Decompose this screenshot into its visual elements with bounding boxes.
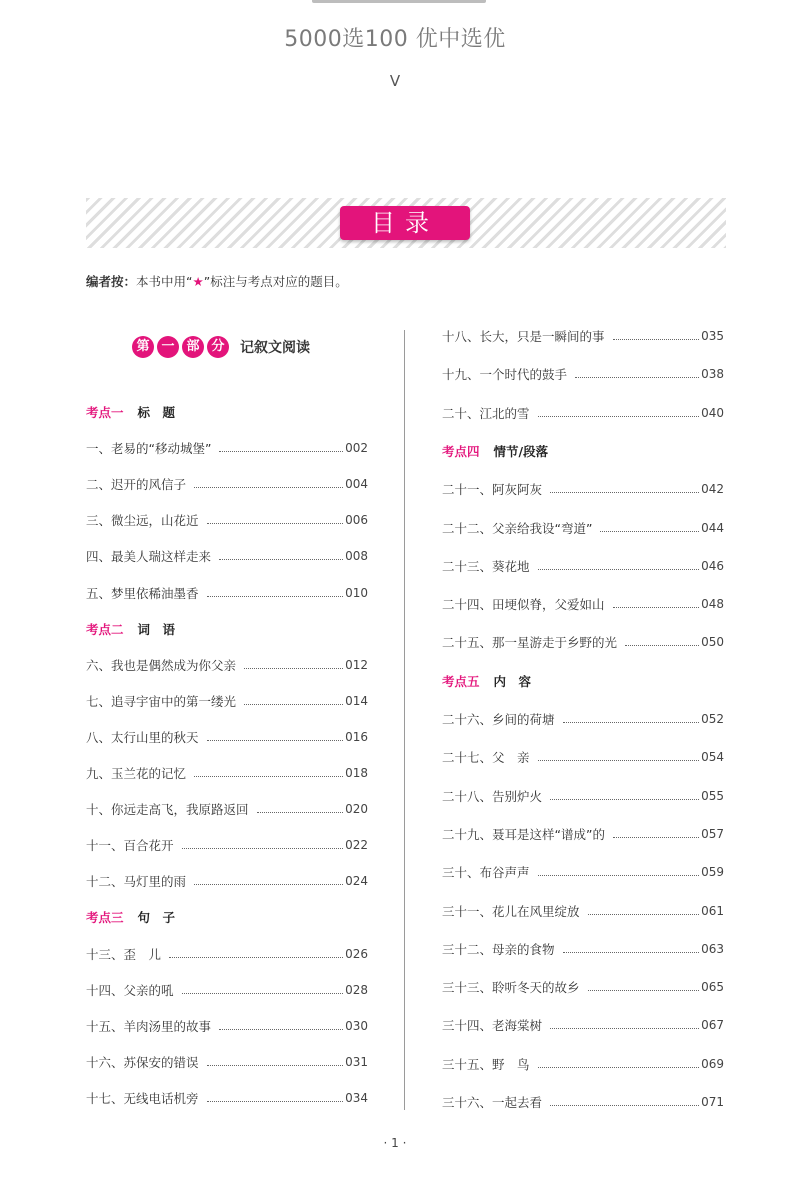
section-name: 句 子 <box>137 910 176 926</box>
toc-entry-page: 026 <box>345 946 368 961</box>
toc-entry[interactable] <box>442 595 724 613</box>
toc-entry-page: 042 <box>701 482 724 497</box>
toc-entry-page: 034 <box>345 1090 368 1105</box>
toc-entry-title: 十六、苏保安的错误 <box>86 1054 199 1070</box>
toc-entry[interactable] <box>442 1016 724 1034</box>
toc-entry-page: 012 <box>345 657 368 672</box>
dot-leader <box>613 338 700 340</box>
section-name: 内 容 <box>493 673 532 689</box>
section-name: 情节/段落 <box>493 443 549 459</box>
dot-leader <box>244 703 343 705</box>
toc-entry-title: 二十五、那一星游走于乡野的光 <box>442 635 618 651</box>
toc-entry-page: 030 <box>345 1018 368 1033</box>
toc-entry-title: 三十一、花儿在风里绽放 <box>442 903 580 919</box>
toc-entry[interactable] <box>442 710 724 728</box>
toc-entry-page: 044 <box>701 520 724 535</box>
toc-entry[interactable] <box>442 978 724 996</box>
toc-entry-title: 二十四、田埂似脊，父爱如山 <box>442 597 605 613</box>
dot-leader <box>219 450 343 452</box>
section-key: 考点四 <box>442 443 480 459</box>
toc-entry-page: 035 <box>701 329 724 343</box>
toc-entry[interactable] <box>442 825 724 843</box>
toc-entry-page: 024 <box>345 874 368 889</box>
toc-entry[interactable] <box>86 728 368 746</box>
toc-entry[interactable] <box>86 692 368 710</box>
part-title: 记叙文阅读 <box>240 340 310 356</box>
dot-leader <box>613 606 700 608</box>
toc-section-heading <box>442 442 548 460</box>
toc-entry-page: 059 <box>701 865 724 880</box>
dot-leader <box>169 956 343 958</box>
dot-leader <box>194 883 343 885</box>
toc-entry[interactable] <box>86 511 368 529</box>
toc-entry-page: 020 <box>345 802 368 817</box>
toc-entry-page: 010 <box>345 585 368 600</box>
dot-leader <box>563 721 700 723</box>
toc-entry-title: 五、梦里依稀油墨香 <box>86 585 199 601</box>
toc-entry-page: 055 <box>701 788 724 803</box>
toc-entry-page: 028 <box>345 982 368 997</box>
dot-leader <box>575 376 699 378</box>
section-key: 考点一 <box>86 405 124 420</box>
dot-leader <box>588 913 700 915</box>
dot-leader <box>550 1104 699 1106</box>
toc-entry[interactable] <box>442 1055 724 1073</box>
section-name: 词 语 <box>137 621 176 637</box>
toc-entry[interactable] <box>86 584 368 602</box>
toc-entry-page: 054 <box>701 750 724 765</box>
toc-entry-title: 二十七、父 亲 <box>442 750 530 766</box>
toc-entry-page: 022 <box>345 838 368 853</box>
toc-entry-page: 018 <box>345 766 368 780</box>
toc-entry-page: 048 <box>701 597 724 612</box>
dot-leader <box>613 836 699 838</box>
toc-entry[interactable] <box>86 439 368 457</box>
toc-entry-title: 三十六、一起去看 <box>442 1095 543 1110</box>
top-decoration-bar <box>312 0 486 3</box>
toc-entry-page: 057 <box>701 826 724 841</box>
part-char-bubble: 部 <box>182 336 204 358</box>
toc-entry-title: 九、玉兰花的记忆 <box>86 766 187 781</box>
dot-leader <box>538 415 700 417</box>
toc-section-heading <box>86 403 175 421</box>
dot-leader <box>257 811 344 813</box>
toc-entry-title: 六、我也是偶然成为你父亲 <box>86 657 237 673</box>
section-key: 考点二 <box>86 621 124 637</box>
toc-entry-title: 二十一、阿灰阿灰 <box>442 482 543 498</box>
series-tagline: 5000选100 优中选优 <box>284 27 506 52</box>
toc-entry-title: 二十、江北的雪 <box>442 405 530 421</box>
toc-entry-title: 十、你远走高飞，我原路返回 <box>86 802 249 818</box>
dot-leader <box>207 1064 344 1066</box>
column-divider <box>404 330 405 1110</box>
toc-entry-page: 046 <box>701 558 724 573</box>
dot-leader <box>625 644 699 646</box>
toc-entry[interactable] <box>86 764 368 782</box>
toc-entry[interactable] <box>442 748 724 766</box>
toc-entry-title: 十八、长大，只是一瞬间的事 <box>442 329 605 344</box>
toc-entry-title: 七、追寻宇宙中的第一缕光 <box>86 693 237 709</box>
toc-entry-page: 014 <box>345 693 368 708</box>
section-key: 考点五 <box>442 673 480 689</box>
toc-entry[interactable] <box>86 981 368 999</box>
toc-entry[interactable] <box>442 1093 724 1111</box>
toc-entry-page: 063 <box>701 941 724 956</box>
toc-entry[interactable] <box>86 800 368 818</box>
toc-entry[interactable] <box>442 902 724 920</box>
toc-entry-page: 016 <box>345 729 368 744</box>
dot-leader <box>550 798 699 800</box>
toc-entry-title: 二十九、聂耳是这样“谱成”的 <box>442 826 605 842</box>
toc-section-heading <box>86 620 175 638</box>
toc-entry[interactable] <box>86 1089 368 1107</box>
toc-entry[interactable] <box>442 327 724 345</box>
dot-leader <box>538 1066 700 1068</box>
toc-title: 目录 <box>340 206 470 240</box>
toc-entry-page: 006 <box>345 513 368 528</box>
dot-leader <box>207 522 344 524</box>
toc-entry-title: 三十四、老海棠树 <box>442 1018 543 1034</box>
dot-leader <box>219 1028 343 1030</box>
toc-entry[interactable] <box>442 480 724 498</box>
toc-entry[interactable] <box>442 365 724 383</box>
star-icon: ★ <box>192 274 204 289</box>
toc-entry[interactable] <box>86 547 368 565</box>
toc-entry-title: 十三、歪 儿 <box>86 946 162 962</box>
editor-note-before: 本书中用“ <box>136 274 193 289</box>
toc-entry[interactable] <box>442 863 724 881</box>
toc-entry-title: 三十五、野 鸟 <box>442 1056 530 1072</box>
dot-leader <box>550 491 699 493</box>
toc-section-heading <box>442 672 531 690</box>
toc-entry-page: 069 <box>701 1056 724 1071</box>
toc-section-heading <box>86 908 175 926</box>
dot-leader <box>563 951 700 953</box>
dot-leader <box>182 847 344 849</box>
toc-entry[interactable] <box>442 519 724 537</box>
part-char-bubble: 第 <box>132 336 154 358</box>
toc-entry-title: 二十六、乡间的荷塘 <box>442 712 555 727</box>
toc-entry-title: 三、微尘远，山花近 <box>86 513 199 529</box>
toc-entry-title: 十二、马灯里的雨 <box>86 874 187 890</box>
toc-entry-title: 三十二、母亲的食物 <box>442 941 555 957</box>
toc-entry-title: 四、最美人瑞这样走来 <box>86 549 212 565</box>
toc-entry-page: 002 <box>345 441 368 456</box>
dot-leader <box>207 595 344 597</box>
chevron-down-icon: V <box>389 72 401 90</box>
toc-entry-page: 038 <box>701 367 724 382</box>
dot-leader <box>194 775 343 777</box>
dot-leader <box>194 486 343 488</box>
toc-entry-title: 三十、布谷声声 <box>442 865 530 881</box>
toc-entry[interactable] <box>86 945 368 963</box>
toc-entry-title: 十九、一个时代的鼓手 <box>442 367 568 383</box>
toc-entry[interactable] <box>442 940 724 958</box>
toc-entry[interactable] <box>86 656 368 674</box>
toc-entry-page: 061 <box>701 903 724 918</box>
toc-entry-page: 067 <box>701 1018 724 1033</box>
toc-entry[interactable] <box>442 404 724 422</box>
toc-entry-page: 031 <box>345 1054 368 1069</box>
toc-entry-title: 二、迟开的风信子 <box>86 477 187 493</box>
toc-entry[interactable] <box>86 1017 368 1035</box>
toc-entry-page: 040 <box>701 405 724 420</box>
toc-entry-title: 十七、无线电话机旁 <box>86 1090 199 1106</box>
toc-entry-page: 050 <box>701 635 724 650</box>
editor-note-prefix: 编者按： <box>86 274 137 289</box>
toc-entry-page: 004 <box>345 477 368 492</box>
toc-entry[interactable] <box>442 557 724 575</box>
dot-leader <box>538 568 700 570</box>
dot-leader <box>207 1100 344 1102</box>
toc-entry[interactable] <box>86 1053 368 1071</box>
toc-entry-page: 071 <box>701 1095 724 1109</box>
editor-note <box>86 272 348 290</box>
toc-entry[interactable] <box>442 633 724 651</box>
part-char-bubble: 分 <box>207 336 229 358</box>
dot-leader <box>219 558 343 560</box>
toc-entry-title: 二十三、葵花地 <box>442 558 530 574</box>
toc-entry-title: 一、老易的“移动城堡” <box>86 441 212 457</box>
toc-entry-title: 八、太行山里的秋天 <box>86 729 199 745</box>
dot-leader <box>207 739 344 741</box>
dot-leader <box>588 989 700 991</box>
toc-entry-page: 052 <box>701 712 724 726</box>
dot-leader <box>600 530 699 532</box>
page-number: · 1 · <box>383 1136 407 1150</box>
toc-entry-title: 二十八、告别炉火 <box>442 788 543 804</box>
toc-entry[interactable] <box>86 836 368 854</box>
section-key: 考点三 <box>86 910 124 926</box>
toc-entry[interactable] <box>442 787 724 805</box>
toc-entry-title: 三十三、聆听冬天的故乡 <box>442 980 580 996</box>
dot-leader <box>244 667 343 669</box>
dot-leader <box>182 992 344 994</box>
toc-entry-title: 十五、羊肉汤里的故事 <box>86 1018 212 1034</box>
dot-leader <box>550 1027 699 1029</box>
section-name: 标 题 <box>137 405 176 420</box>
toc-entry-page: 065 <box>701 980 724 995</box>
dot-leader <box>538 759 700 761</box>
toc-entry[interactable] <box>86 872 368 890</box>
editor-note-after: ”标注与考点对应的题目。 <box>203 274 348 289</box>
toc-entry-title: 十四、父亲的吼 <box>86 982 174 998</box>
part-char-bubble: 一 <box>157 336 179 358</box>
toc-entry-title: 二十二、父亲给我设“弯道” <box>442 520 593 536</box>
toc-entry-title: 十一、百合花开 <box>86 838 174 854</box>
dot-leader <box>538 874 700 876</box>
part-heading <box>132 336 310 358</box>
toc-entry[interactable] <box>86 475 368 493</box>
toc-entry-page: 008 <box>345 549 368 564</box>
